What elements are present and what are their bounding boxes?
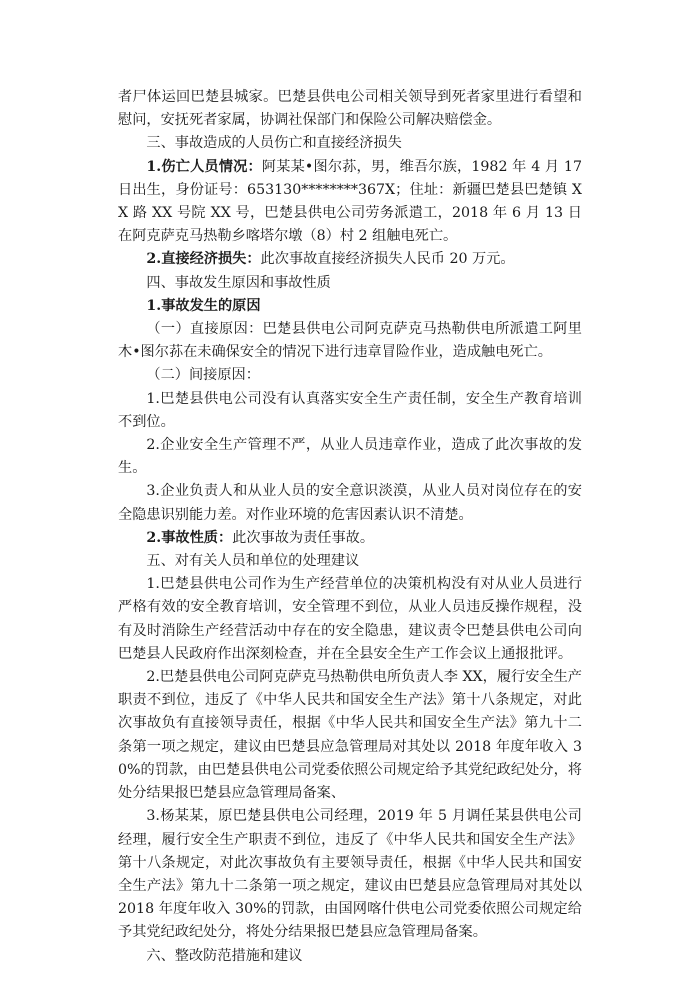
section-heading-3: 三、事故造成的人员伤亡和直接经济损失 bbox=[146, 135, 402, 152]
paragraph-continued: 者尸体运回巴楚县城家。巴楚县供电公司相关领导到死者家里进行看望和慰问，安抚死者家属，协调社保部门和保险公司解决赔偿金。 bbox=[118, 89, 582, 129]
section-heading-5: 五、对有关人员和单位的处理建议 bbox=[146, 553, 360, 570]
indirect-cause-1: 1.巴楚县供电公司没有认真落实安全生产责任制，安全生产教育培训不到位。 bbox=[118, 390, 582, 430]
casualty-text: 阿某某•图尔荪，男，维吾尔族，1982 年 4 月 17 日出生，身份证号：653130********367X；住址：新疆巴楚县巴楚镇 XX 路 XX 号院 XX 号，巴楚县供电公司劳务派遣工，2018 年 6 月 13 日在阿克萨克马热勒乡喀塔尔墩（8）村 2 组触电死亡。 bbox=[118, 158, 582, 245]
recommendation-1: 1.巴楚县供电公司作为生产经营单位的决策机构没有对从业人员进行严格有效的安全教育培训，安全管理不到位，从业人员违反操作规程，没有及时消除生产经营活动中存在的安全隐患，建议责令巴楚县供电公司向巴楚县人民政府作出深刻检查，并在全县安全生产工作会议上通报批评。 bbox=[118, 576, 582, 662]
loss-text: 此次事故直接经济损失人民币 20 万元。 bbox=[260, 251, 515, 268]
recommendation-3: 3.杨某某，原巴楚县供电公司经理，2019 年 5 月调任某县供电公司经理，履行安全生产职责不到位，违反了《中华人民共和国安全生产法》第十八条规定，对此次事故负有主要领导责任，根据《中华人民共和国安全生产法》第九十二条第一项之规定，建议由巴楚县应急管理局对其处以 2018 年度年收入 30%的罚款，由国网喀什供电公司党委依照公司规定给予其党纪政纪处分，将处分结果报巴楚县应急管理局备案。 bbox=[118, 808, 582, 941]
nature-paragraph bbox=[118, 527, 582, 550]
nature-label: 2.事故性质： bbox=[146, 529, 233, 546]
casualty-paragraph bbox=[118, 156, 582, 249]
indirect-cause-2: 2.企业安全生产管理不严，从业人员违章作业，造成了此次事故的发生。 bbox=[118, 437, 582, 477]
section-heading-4: 四、事故发生原因和事故性质 bbox=[146, 274, 331, 291]
section-heading-6: 六、整改防范措施和建议 bbox=[146, 947, 303, 964]
recommendation-2: 2.巴楚县供电公司阿克萨克马热勒供电所负责人李 XX，履行安全生产职责不到位，违反了《中华人民共和国安全生产法》第十八条规定，对此次事故负有直接领导责任，根据《中华人民共和国安全生产法》第九十二条第一项之规定，建议由巴楚县应急管理局对其处以 2018 年度年收入 30%的罚款，由巴楚县供电公司党委依照公司规定给予其党纪政纪处分，将处分结果报巴楚县应急管理局备案、 bbox=[118, 669, 582, 802]
loss-paragraph bbox=[118, 248, 582, 271]
loss-label: 2.直接经济损失： bbox=[146, 251, 261, 268]
document-body bbox=[118, 86, 582, 968]
direct-cause-paragraph: （一）直接原因：巴楚县供电公司阿克萨克马热勒供电所派遣工阿里木•图尔荪在未确保安全的情况下进行违章冒险作业，造成触电死亡。 bbox=[118, 321, 582, 361]
indirect-cause-3: 3.企业负责人和从业人员的安全意识淡漠，从业人员对岗位存在的安全隐患识别能力差。对作业环境的危害因素认识不清楚。 bbox=[118, 483, 582, 523]
nature-text: 此次事故为责任事故。 bbox=[232, 529, 375, 546]
indirect-cause-heading: （二）间接原因： bbox=[146, 367, 260, 384]
casualty-label: 1.伤亡人员情况： bbox=[146, 158, 262, 175]
cause-heading: 1.事故发生的原因 bbox=[146, 297, 261, 314]
